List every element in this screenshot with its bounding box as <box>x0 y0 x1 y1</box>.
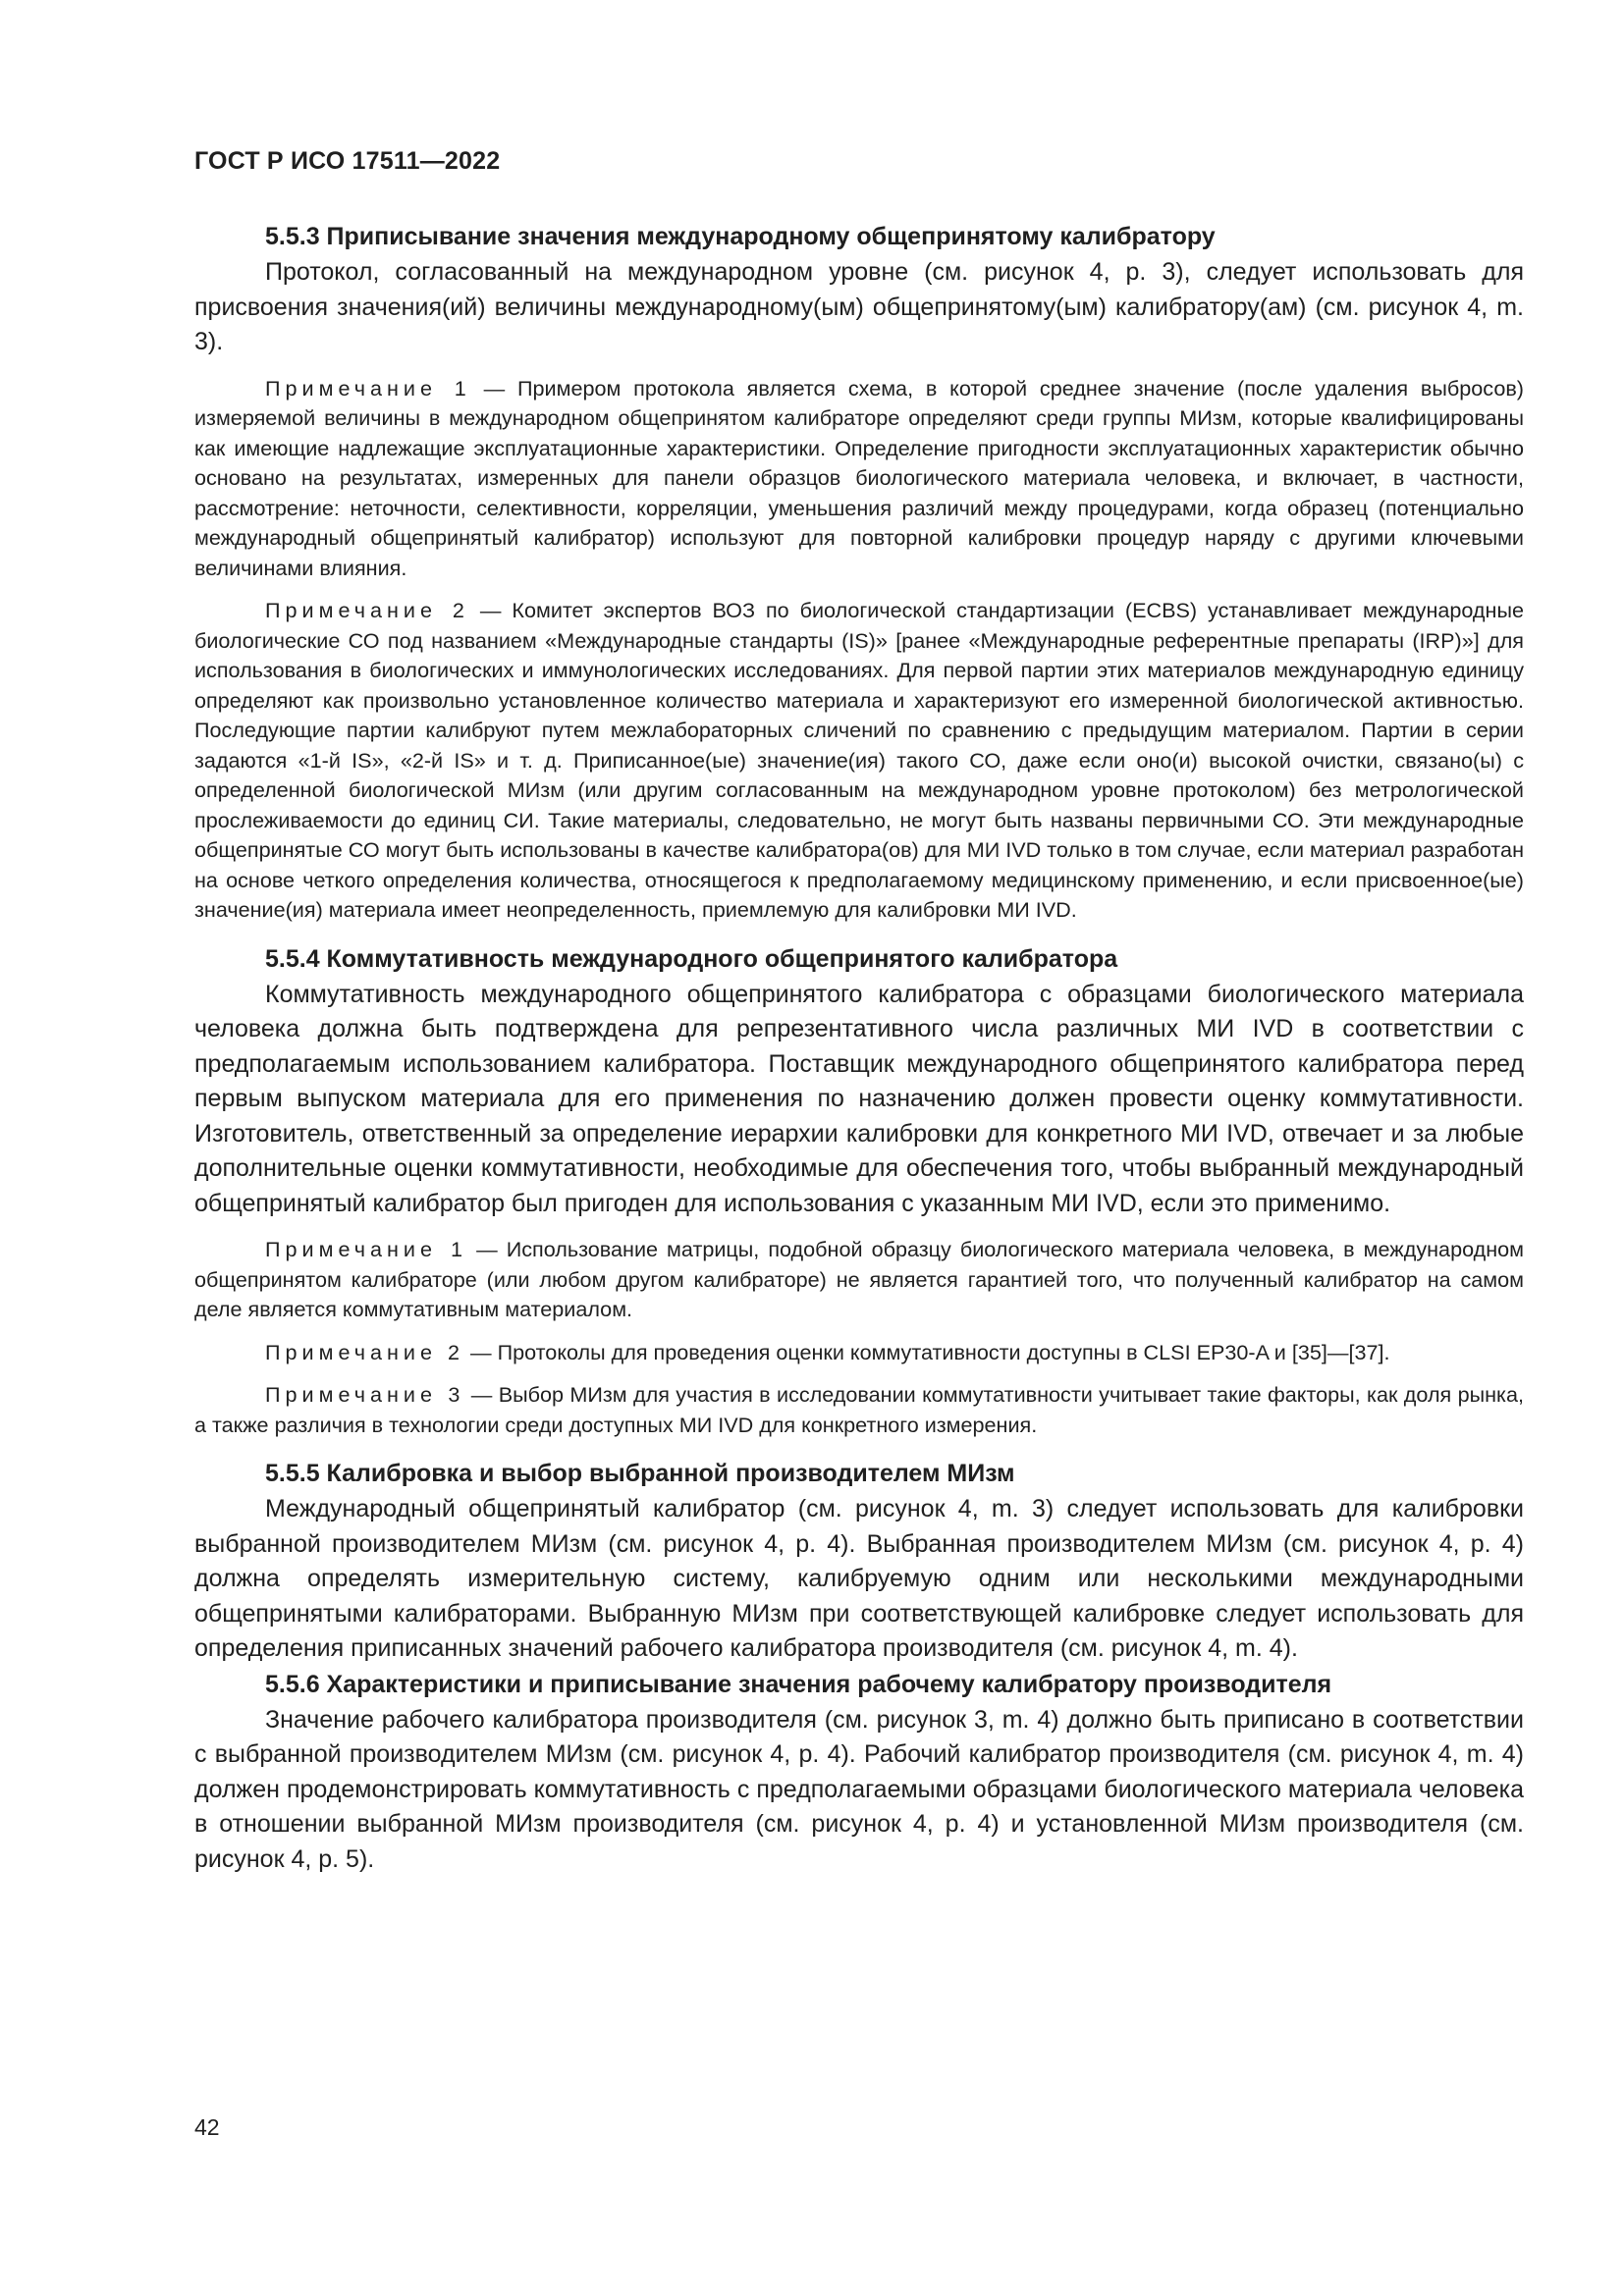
note-label: Примечание 2 <box>265 1339 464 1364</box>
note-label: Примечание 2 <box>265 598 469 622</box>
note-label: Примечание 1 <box>265 375 471 400</box>
note <box>194 374 1524 584</box>
note-label: Примечание 3 <box>265 1382 465 1407</box>
section-paragraph: Значение рабочего калибратора производителя (см. рисунок 3, m. 4) должно быть приписано в соответствии с выбранной производителем МИзм (см. рисунок 4, р. 4). Рабочий калибратор производителя (см. рисунок 4, m. 4) должен продемонстрировать коммутативность с предполагаемыми образцами биологического материала человека в отношении выбранной МИзм производителя (см. рисунок 4, р. 4) и установленной МИзм производителя (см. рисунок 4, р. 5). <box>194 1705 1524 1873</box>
note-text: — Использование матрицы, подобной образцу биологического материала человека, в международном общепринятом калибраторе (или любом другом калибраторе) не является гарантией того, что полученный калибратор на самом деле является коммутативным материалом. <box>194 1237 1524 1321</box>
note <box>194 1235 1524 1325</box>
note-text: — Примером протокола является схема, в которой среднее значение (после удаления выбросов) измеряемой величины в международном общепринятом калибраторе определяют среди группы МИзм, которые квалифицированы как имеющие надлежащие эксплуатационные характеристики. Определение пригодности эксплуатационных характеристик обычно основано на результатах, измеренных для панели образцов биологического материала человека, и включает, в частности, рассмотрение: неточности, селективности, корреляции, уменьшения различий между процедурами, когда образец (потенциально международный общепринятый калибратор) используют для повторной калибровки процедур наряду с другими ключевыми величинами влияния. <box>194 375 1524 580</box>
note-label: Примечание 1 <box>265 1237 468 1261</box>
note <box>194 596 1524 926</box>
section-5-5-6 <box>194 1667 1524 1878</box>
section-title: 5.5.5 Калибровка и выбор выбранной производителем МИзм <box>265 1460 1015 1487</box>
note-text: — Комитет экспертов ВОЗ по биологической стандартизации (ECBS) устанавливает международные биологические СО под названием «Международные стандарты (IS)» [ранее «Международные референтные препараты (IRP)»] для использования в биологических и иммунологических исследованиях. Для первой партии этих материалов международную единицу определяют как произвольно установленное количество материала и характеризуют его измеренной биологической активностью. Последующие партии калибруют путем межлабораторных сличений по сравнению с предыдущим материалом. Партии в серии задаются «1-й IS», «2-й IS» и т. д. Приписанное(ые) значение(ия) такого СО, даже если оно(и) высокой очистки, связано(ы) с определенной биологической МИзм (или другим согласованным на международном уровне протоколом) без метрологической прослеживаемости до единиц СИ. Такие материалы, следовательно, не могут быть названы первичными СО. Эти международные общепринятые СО могут быть использованы в качестве калибратора(ов) для МИ IVD только в том случае, если материал разработан на основе четкого определения количества, относящегося к предполагаемому медицинскому применению, и если присвоенное(ые) значение(ия) материала имеет неопределенность, приемлемую для калибровки МИ IVD. <box>194 598 1524 922</box>
document-code-header: ГОСТ Р ИСО 17511—2022 <box>194 147 501 175</box>
section-title: 5.5.4 Коммутативность международного общепринятого калибратора <box>265 944 1118 973</box>
note-text: — Выбор МИзм для участия в исследовании коммутативности учитывает такие факторы, как доля рынка, а также различия в технологии среди доступных МИ IVD для конкретного измерения. <box>194 1382 1524 1437</box>
document-page <box>194 147 1524 1877</box>
note <box>194 1338 1524 1368</box>
note-text: — Протоколы для проведения оценки коммутативности доступны в CLSI EP30-A и [35]—[37]. <box>464 1339 1390 1364</box>
note <box>194 1380 1524 1440</box>
section-title: 5.5.6 Характеристики и приписывание значения рабочему калибратору производителя <box>265 1670 1332 1698</box>
section-paragraph: Международный общепринятый калибратор (см. рисунок 4, m. 3) следует использовать для калибровки выбранной производителем МИзм (см. рисунок 4, р. 4). Выбранная производителем МИзм (см. рисунок 4, р. 4) должна определять измерительную систему, калибруемую одним или несколькими международными общепринятыми калибраторами. Выбранную МИзм при соответствующей калибровке следует использовать для определения приписанных значений рабочего калибратора производителя (см. рисунок 4, m. 4). <box>194 1495 1524 1662</box>
page-number: 42 <box>194 2114 220 2140</box>
section-5-5-3 <box>194 219 1524 926</box>
notes-group <box>194 1235 1524 1440</box>
section-title: 5.5.3 Приписывание значения международному общепринятому калибратору <box>265 223 1216 250</box>
notes-group <box>194 374 1524 926</box>
section-paragraph: Протокол, согласованный на международном уровне (см. рисунок 4, р. 3), следует использовать для присвоения значения(ий) величины международному(ым) общепринятому(ым) калибратору(ам) (см. рисунок 4, m. 3). <box>194 258 1524 355</box>
section-paragraph: Коммутативность международного общепринятого калибратора с образцами биологического материала человека должна быть подтверждена для репрезентативного числа различных МИ IVD в соответствии с предполагаемым использованием калибратора. Поставщик международного общепринятого калибратора перед первым выпуском материала для его применения по назначению должен провести оценку коммутативности. Изготовитель, ответственный за определение иерархии калибровки для конкретного МИ IVD, отвечает и за любые дополнительные оценки коммутативности, необходимые для обеспечения того, чтобы выбранный международный общепринятый калибратор был пригоден для использования с указанным МИ IVD, если это применимо. <box>194 980 1524 1217</box>
section-5-5-5 <box>194 1456 1524 1667</box>
section-5-5-4 <box>194 941 1524 1441</box>
